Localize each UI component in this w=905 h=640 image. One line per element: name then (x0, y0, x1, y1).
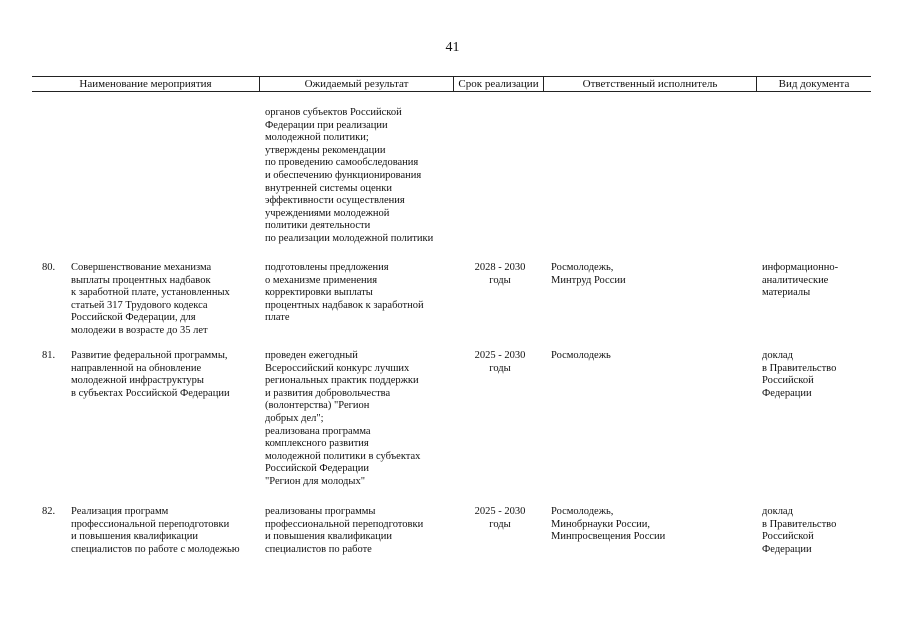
row-name: Развитие федеральной программы, направленной на обновление молодежной инфраструктуры в субъектах Российской Федерации (71, 350, 230, 399)
continuation-result: органов субъектов Российской Федерации при реализации молодежной политики; утверждены рекомендации по проведению самообследования и обеспечению функционирования внутренней системы оценки эффективности осуществления учреждениями молодежной политики деятельности по реализации молодежной политики (265, 107, 434, 244)
row-name: Реализация программ профессиональной переподготовки и повышения квалификации специалистов по работе с молодежью (71, 506, 240, 555)
row-number: 82. (42, 506, 56, 517)
row-document: информационно- аналитические материалы (762, 262, 839, 299)
header-col-name: Наименование мероприятия (32, 77, 260, 91)
row-result: подготовлены предложения о механизме применения корректировки выплаты процентных надбавок к заработной плате (265, 262, 424, 324)
row-result: проведен ежегодный Всероссийский конкурс лучших региональных практик поддержки и развития добровольчества (волонтерства) "Регион добрых дел"; реализована программа комплексного развития молодежной политики в субъектах Российской Федерации "Регион для молодых" (265, 350, 421, 487)
row-document: доклад в Правительство Российской Федерации (762, 350, 837, 399)
row-number: 80. (42, 262, 56, 273)
row-period: 2025 - 2030 годы (474, 350, 526, 374)
header-col-period: Срок реализации (454, 77, 544, 91)
row-name: Совершенствование механизма выплаты процентных надбавок к заработной плате, установленных статьей 317 Трудового кодекса Российской Федерации, для молодежи в возрасте до 35 лет (71, 262, 230, 336)
row-period: 2025 - 2030 годы (474, 506, 526, 530)
page-number: 41 (445, 40, 460, 55)
table-header (32, 76, 871, 92)
row-period: 2028 - 2030 годы (474, 262, 526, 286)
row-executor: Росмолодежь, Минтруд России (551, 262, 626, 286)
row-document: доклад в Правительство Российской Федерации (762, 506, 837, 555)
row-executor: Росмолодежь (551, 350, 611, 361)
row-result: реализованы программы профессиональной переподготовки и повышения квалификации специалистов по работе (265, 506, 424, 555)
row-number: 81. (42, 350, 56, 361)
header-col-executor: Ответственный исполнитель (544, 77, 757, 91)
header-col-document: Вид документа (778, 78, 850, 90)
header-col-result: Ожидаемый результат (260, 77, 454, 91)
row-executor: Росмолодежь, Минобрнауки России, Минпросвещения России (551, 506, 666, 543)
